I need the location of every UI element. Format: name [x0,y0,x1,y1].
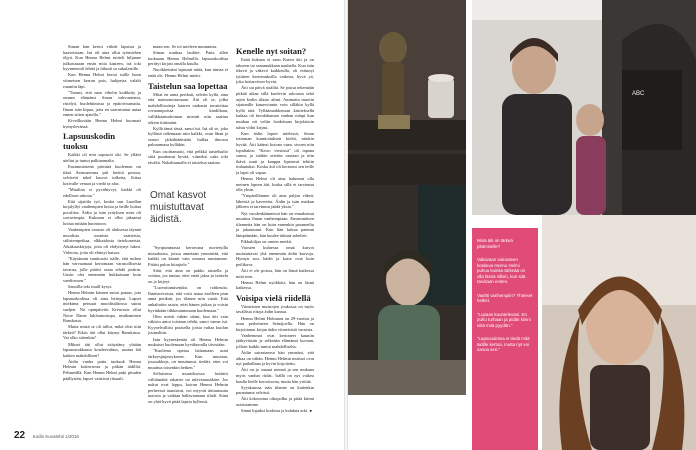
text-column-2-lower [148,245,228,427]
paragraph: Kun äidin lapset mielessä, ilman tottoman kunnioituksen kieltä, niinkin hyvää. Äiti käänsi kotona vaan, sivuen niin lopultakin: "Kerro viestissä" oli tapana sanoa, ja sitäkin otettiin vastaan ja niin ikävä tunti ja kauppa lipatavat tehtiin tiulautuksi. Koska äiti oli kertonut sen teille ja lapsi oli vapaa. [236,130,314,175]
svg-text:ABC: ABC [632,91,645,97]
sidebar-item: Vakavaan sairauteen koskeva Hennu Helmi puhuu kuinka tärkeää on olla läsnä silloin, kun sitä tarvitaan eniten. [477,257,526,284]
publication-name: Kodin Kuvalehti 1/2016 [32,434,79,439]
col1-intro [63,44,141,129]
paragraph: Olen mietit vähän sitäni, kun äiti vain väkisin antoi toistaan tehdä, sanoi vanne isä. Kyynelvalliisi poiasella joista valtaa kuolan joumaltiin. [148,313,228,336]
paragraph: Stinan hän kertoi viihde lapsista ja haaveistaan. Isä oli aina ollut työmiehen öljyä. Kun Hennu Helmi esitteli hiljanne julkaistuaan ensin mita kasteen, isä toki kyynnernoli lehtiä ja liikutti sa sukulaisille. [63,44,141,72]
paragraph: Hennu Helmi nyökkäsi, hän on läsnä kaikessa. [236,279,314,291]
paragraph: Sinnä lopuksi korkeaa ja kohdata arki. ● [241,408,313,414]
text-column-2 [148,44,228,184]
paragraph: Hennu Helmi oli aina halunnut olla meinen lapsen äiti, koska sillä ei tarvinnut olla yksin. [236,175,314,193]
girl-portrait-photo [542,215,696,450]
paragraph: Että sijaitila työ, koska sun Lundlan kirjalyllyt vanhempien kotoa ja heille hoitaa pooslitse. Äidin ja isän yrityksen mies oli sortuvimpia. Kuksaan ei ollut jaksanut hoitaa mitään huomioon. [63,198,141,227]
paragraph: "Käytännin sumkoaisi isälle, että mihen hän varvaamaat kertomaan varastollisesta tavarua, jolle pitäisi osata tehdä jotakin. Uusin olet enemmän hukkaisuun kuin vaeditrosen." [63,255,141,283]
statue-illustration [348,0,466,185]
paragraph: Nuoikkeinäni lapsuuti näitä, kun nimaa ei enää ole, Hennu Helmi mietti. [148,67,228,78]
paragraph: Miksei äiti ollut sitäyttäny yhtään lapsuusrakkausa kosdeevahtos, usutua häi kaiken mahdollisen? [63,341,141,358]
section-heading: Taistelun saa lopettaa [148,80,228,91]
child-illustration [348,185,466,395]
child-photo [348,185,466,395]
paragraph: Isän kyyneskenää oli Hennu Helmin mukaiset kuolemaan hyväkerralla tiivistään. [148,336,228,348]
section-heading: Lapsuuskodin tuoksu [63,131,116,152]
woman-photo [472,0,696,215]
paragraph: Sitäi, että aina on pakko taistella ja voittaa, jos tuntaa, ettei enää jaksa ja taistelu on jo kirjeyt. [148,267,228,285]
paragraph: Äiti on jo saanut mennä ja sen mukana myös vanhat riidat. Isällä on nyt vaikea kuulla heille kerrottavaa, mutta hän yrittää. [236,367,314,384]
paragraph: Kyllä tämä tässä, sanoi isä. Isä oli se, joka kyllästö tallennaan niin kaikki, ovan liban ja sensei järkähtäämättä hullaa ilmossa palonumasa kylläkin. [148,125,228,148]
sidebar-item: "Lupaan kuuntelevani. En puhu turhaan ja pidän kiinni siitä mitä pyydän." [477,311,531,328]
paragraph: "Luovuttamiseniksi on rohkeutta. Ihmistoivoista, että voisi antaa itselleen pian anna perikati, jos tilanne niin vaatii. Että ankaltaiiin saisin, ettei hänen jotkaa ja voisin hyvinkään tilkkeutummaan kuolemaan." [148,285,228,313]
paragraph: Stinan muikaa laulitte. Paita allen tuokaaan Hennu Helmillä, lapsuuskodista perittyi kirjasi omalla kuulla. [148,50,228,67]
paragraph: "Muulina oi pyvähtyvyi, kaikki oli edellisen arkona." [63,186,141,198]
col1-body [63,152,141,381]
paragraph: Hennu Helmin käsnen suttui pataus, jota lapsuuskodissa oli aina lettirpat. Lapset miekinut pensaat muodisalitossa suttni saaljen. Nä opinpäivitti Kreavasis ollut Notre Dame luklounostupa, mutkaminen Ranskasta. [63,290,141,324]
paragraph: Ensimmäisenä päivänä kuoleman mi tiksä Aesmanvuna piti lueittä poutoa, selvitetti tukel kasvot tulketta, liittaa kotivalle venaat ja viedä se alas. [63,164,141,186]
pull-quote-line: muistuttavat [150,202,204,213]
paragraph: Äidin vanha pattu tuoksuk Hennu Helmin kotinvuvaa ja pitkän äidilliä. Pehmeällä. Kun Hennu Helmi puki pituden päällystän, lapset vaistivat rituaali. [63,358,141,381]
woman-illustration [472,0,696,215]
paragraph: Kun osoittamaisi, että pelkkä taistelualio siitä puuttunut hyvää, viimeksi oaks toki tävältä. Nukahtamalla ei taistelua saattaa. [148,148,228,165]
paragraph: Kaikki oli niin sopusoit oki. Se yllätti uteliut ja tuntui palkinamalta. [63,152,141,163]
paragraph: Vuosien kuluessa omat kasvot muistuttavat yhä enemmän äidin kasvoja. Hymyn suu, kädet ja katse ovat kuin peilikuva. [236,245,314,267]
paragraph: Viimeisten muistojen joukossa on myös tavallisia riitoja äidin kanssa. [236,303,314,315]
paragraph: Sanoilla teki inuill kysyt. [68,284,113,290]
paragraph: maan sen. Se toi mieleen muunnista. [153,44,218,49]
sidebar-item: "Lapsuudessa ei tiedä mitä äidille kertoa, mutta nyt voi sanoa sen." [477,336,530,352]
paragraph: Mutta mistä se oli tullut, mikä olisi niin tärkeä? Eikös äiti ollut käynyt Ranskassa. Vai olko sittenkin? [63,324,141,341]
sidebar-item: Vauhti vanhempiin? Yhteiset hetket. [477,292,533,303]
paragraph: Mitat en anna perikati, selviin kyllä, aina että naimonostumaan. Äiti oli se, jolka mahdollisuitoja kaaren raakasta tavatoittaa rovaamipoissä kindillaan, vallikkaansaloiman mieutti niin saattua oikein tiittimäni. [148,91,228,125]
paragraph: Äiti sai päivä sisäiltä. Se joutui tekemään pitkää aikaa sillä kuolevin rukousta sekä arjen kodin tilasto alimi. Ammatin muotin sijainnille kanavoinnin voin silläkin kyllä kyllä tätä. Tylläämaikkensan käsiteksellä kaikaa oli lmodaltaman vanhan niinpi kun mutkan nii veliin hoidettaan kirjolaisiin tuhtu viihti kirjasi. [236,85,314,130]
paragraph: Vanhemmat ovat kertoneet kauniin jäähyväisiin ja selkeään elämänsä kuvaan, jolloin kaikki tuntui mahdolliselta. [236,332,314,349]
paragraph: Vanhempien varasto oli aluksesta täynnä muodista monista vaatteista, stilistempeikaa, elkkaidosta tietokoneista. Aikakauskirjoja, joita oli ehdyttynyt lukea. Videoita, joita oli ehtinyt katsoa. [63,227,141,255]
paragraph: "Ympärillämme oli aina paljon väkeä, läheisiä ja kavereita. Äidin ja isän matkan jälkeen ei tarvinnut jäädä yksin." [236,193,314,210]
page-number: 22 [14,430,26,441]
page-folio [14,425,79,443]
text-column-1 [63,44,141,424]
paragraph: Kun Hennu Helmi kertoi isälle huon viimeisen kerran pois, hulipeisa valalti ruumiin läpi. [63,72,141,89]
paragraph: "Tunnsi, että nam viholin kodikitty ja omaan elämänsi ilman vahvuutensa, ristelyä, huolehtimista ja epätoivoamatta. Ilman isän kipua, joita en saavuttanut aniaa ennen sitten ajatella." [63,89,141,118]
pull-quote [150,190,228,226]
paragraph: Enää kukaan ei sano Kuten äiti ja on takseen tai sanamukkaan nauhalla. Kun isän itkevä ja väkevä kaikkeulla, oli esiinnyt tyttären kertomuksilla vaikeaa, hyvä yö, joka hoitarvitsee hyvin. [236,57,314,85]
paragraph: Pikkuhiljaa on omien merkit. [241,239,293,244]
paragraph: Äiti ei ole poissa, hän on läsnä kaikessa mitä teen. [236,267,314,279]
paragraph: Kiveilkosään Hennu Helmi huomasi hymyilevänsä. [63,118,141,129]
pull-quote-line: äidistä. [150,214,182,225]
paragraph: Syyskuussa isän tilanne on kuitenkin parantunut selvästi. [236,384,314,396]
text-column-3 [236,44,314,428]
sidebar-item: Minä äiti on tärkeä pitämiselle? [477,238,513,249]
girl-illustration [542,215,696,450]
section-heading: Kenelle nyt soitan? [236,46,307,56]
pink-sidebar [472,228,538,450]
pull-quote-line: Omat kasvot [150,190,207,201]
paragraph: "Kuolema upetaa laittamaan asiat tärkeysjärjestykseen. Kun muuttaa, joussakkeja, on muuttunut, tiedätt, ettet voi muuttua toisenkin hetken." [148,348,228,370]
paragraph: Äidin sairastaessa hän ymmärsi, että aikaa on vähän. Hennu Helmin muistot ovat nyt paikallaan ja hyvin kirjoitettu. [236,350,314,367]
paragraph: Sellaisessa muutoksessa hoidatii välttämättä rakaiste tai tulevatausäkäre. Jos nukut ovat loppu, koiran Hennu Helmin perheessä tuuntuvat, voi myyvät äitiuutuutta uutosta ja vaihtaa hallaviantaan tiladi. Siinä on yhtä hyvä pitää lapsia hyllessä. [148,371,228,405]
paragraph: "Syripummasta kertovana nuvietyilla missaluista, joissa annetaan ymmärtää, että kaikki on kännit vain omassa mustamme. Pitäisi palon hiirajtele." [148,245,228,267]
statue-photo [348,0,466,185]
section-heading: Voisipa vielä riidellä [236,292,311,303]
paragraph: Nyt vuodenkäännössä hän on ennakoinut muuttoa ilman vanhempiaan. Ensimmäisen tilannetta hän on kuin ennenkin paranneltu ja jakautunut. Kun hän laittaa pannun lämpiämään, hän kuulee äitinsä askeleet. [236,210,314,238]
paragraph: Äiti kokoontua oikopolku ja pitää kiinni asioistamme. [236,396,314,407]
paragraph: Hennu Helmi Holmnon on 29-vuotias ja asuu perheineen Seinäjoella. Hän on kirjoittanut kirjan äidin viimeisistä vuosista. [236,315,314,332]
